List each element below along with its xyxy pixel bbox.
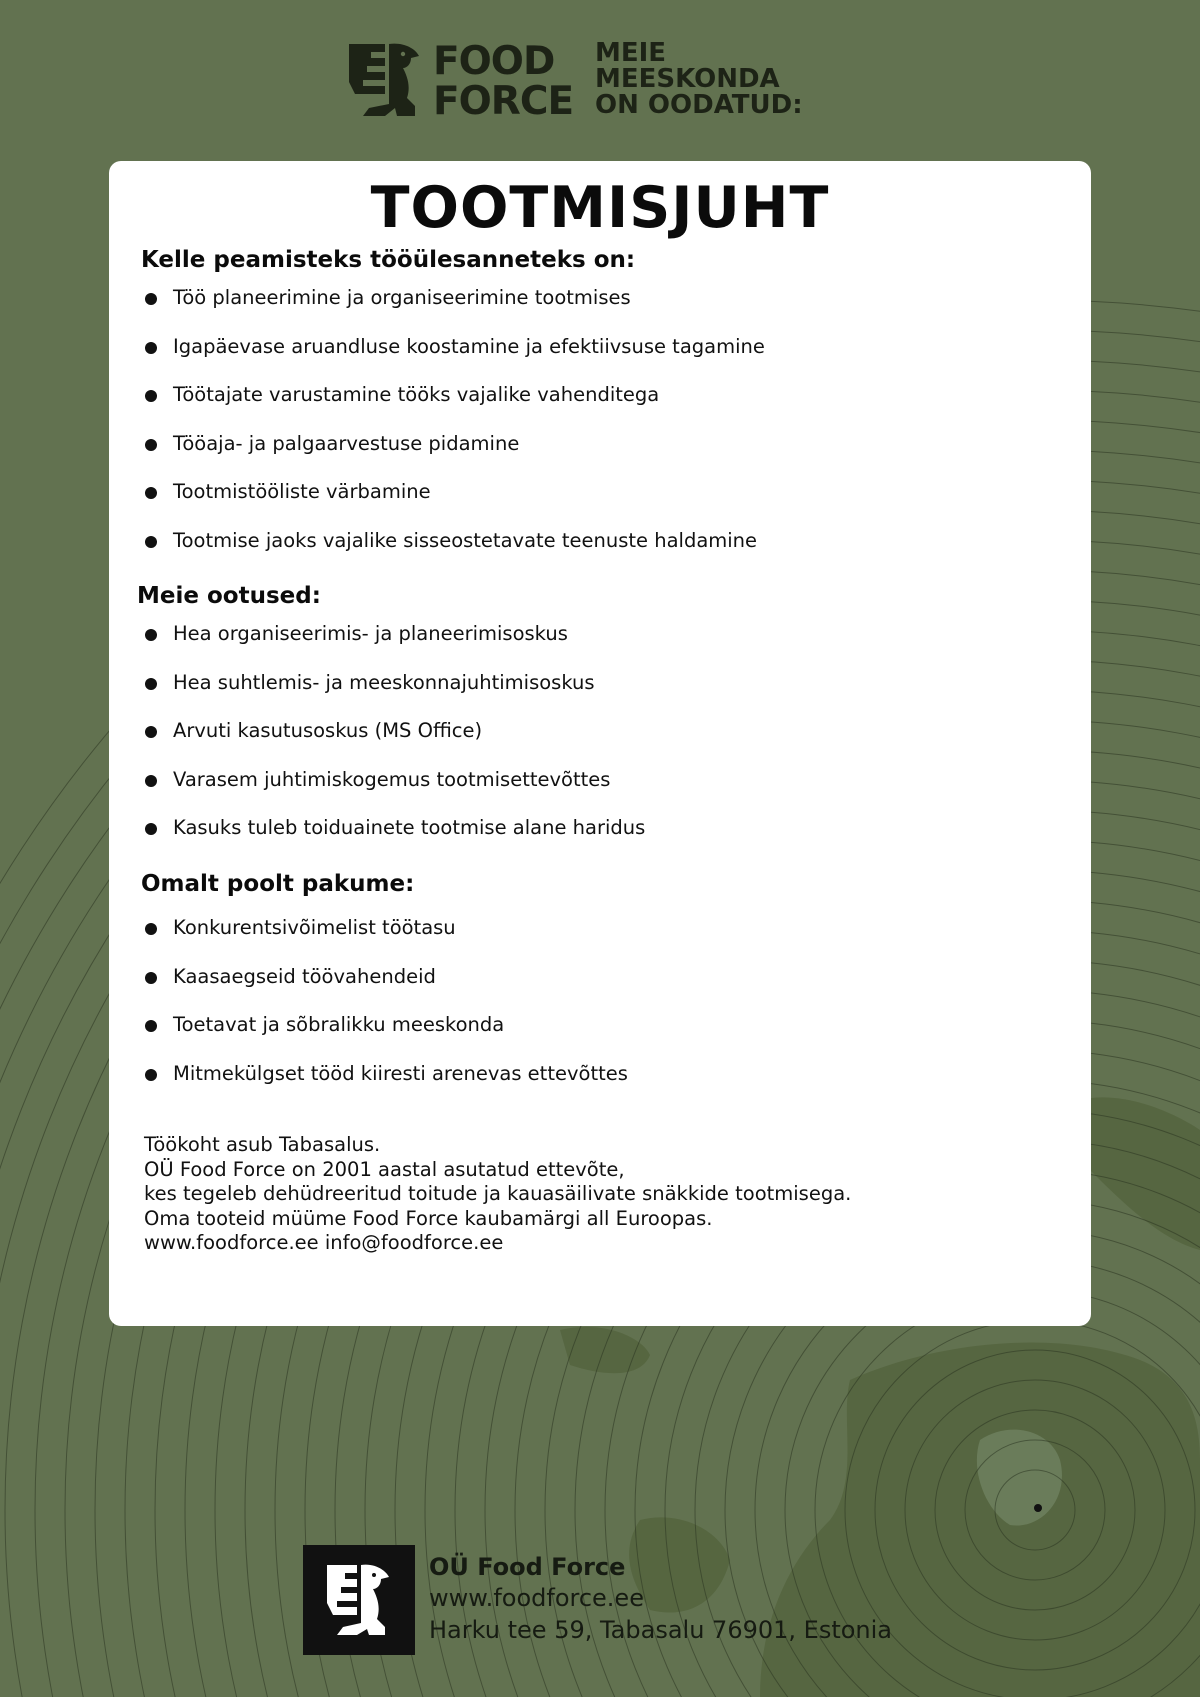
- about-line: Töökoht asub Tabasalus.: [144, 1133, 381, 1156]
- bullet-dot-icon: [145, 439, 157, 451]
- bullet-dot-icon: [145, 775, 157, 787]
- bullet-dot-icon: [145, 293, 157, 305]
- bullet-dot-icon: [145, 536, 157, 548]
- bullet-dot-icon: [145, 342, 157, 354]
- brand-line-1: FOOD: [433, 39, 555, 84]
- section-heading-duties: Kelle peamisteks tööülesanneteks on:: [141, 247, 636, 273]
- location-marker-icon: [1034, 1504, 1042, 1512]
- about-line: kes tegeleb dehüdreeritud toitude ja kauasäilivate snäkkide tootmisega.: [144, 1182, 852, 1205]
- tagline: [595, 40, 803, 118]
- job-title: TOOTMISJUHT: [370, 175, 830, 241]
- eagle-logo-icon: [345, 42, 421, 118]
- footer-website: www.foodforce.ee: [429, 1584, 644, 1612]
- about-line: OÜ Food Force on 2001 aastal asutatud ettevõte,: [144, 1157, 625, 1181]
- brand-line-2: FORCE: [433, 79, 574, 124]
- tagline-line-3: ON OODATUD:: [595, 90, 803, 120]
- about-contact-line: www.foodforce.ee info@foodforce.ee: [144, 1231, 504, 1254]
- bullet-dot-icon: [145, 678, 157, 690]
- brand-wordmark: [433, 39, 574, 124]
- bullet-dot-icon: [145, 972, 157, 984]
- bullet-dot-icon: [145, 923, 157, 935]
- tagline-line-2: MEESKONDA: [595, 64, 780, 94]
- section-heading-expectations: Meie ootused:: [137, 583, 321, 609]
- footer-address: Harku tee 59, Tabasalu 76901, Estonia: [429, 1616, 892, 1644]
- tagline-line-1: MEIE: [595, 38, 667, 68]
- footer-logo-box: [303, 1545, 415, 1655]
- bullet-dot-icon: [145, 1020, 157, 1032]
- bullet-dot-icon: [145, 487, 157, 499]
- job-posting-card: TOOTMISJUHT Kelle peamisteks tööülesanneteks on: Töö planeerimine ja organiseerimine tootmises Igapäevase aruandluse koostamine ja efektiivsuse tagamine Töötajate varustamine tööks vajalike vahenditega Tööaja- ja palgaarvestuse pidamine Tootmistööliste värbamine Tootmise jaoks vajalike sisseostetavate teenuste haldamine Meie ootused: Hea organiseerimis- ja planeerimisoskus Hea suhtlemis- ja meeskonnajuhtimisoskus Arvuti kasutusoskus (MS Office) Varasem juhtimiskogemus tootmisettevõttes Kasuks tuleb toiduainete tootmise alane haridus Omalt poolt pakume: Konkurentsivõimelist töötasu Kaasaegseid töövahendeid Toetavat ja sõbralikku meeskonda Mitmekülgset tööd kiiresti arenevas ettevõttes Töökoht asub Tabasalus. OÜ Food Force on 2001 aastal asutatud ettevõte, kes tegeleb dehüdreeritud toitude ja kauasäilivate snäkkide tootmisega. Oma tooteid müüme Food Force kaubamärgi all Euroopas. www.foodforce.ee info@foodforce.ee: [109, 161, 1091, 1326]
- footer-contact: [429, 1552, 892, 1646]
- company-description: [144, 1133, 851, 1256]
- bullet-dot-icon: [145, 1069, 157, 1081]
- bullet-dot-icon: [145, 390, 157, 402]
- footer-company-name: OÜ Food Force: [429, 1553, 626, 1581]
- about-line: Oma tooteid müüme Food Force kaubamärgi all Euroopas.: [144, 1206, 713, 1230]
- section-heading-offer: Omalt poolt pakume:: [141, 871, 415, 897]
- eagle-logo-icon: [303, 1545, 415, 1655]
- bullet-dot-icon: [145, 629, 157, 641]
- header: [345, 40, 865, 126]
- bullet-dot-icon: [145, 726, 157, 738]
- bullet-dot-icon: [145, 823, 157, 835]
